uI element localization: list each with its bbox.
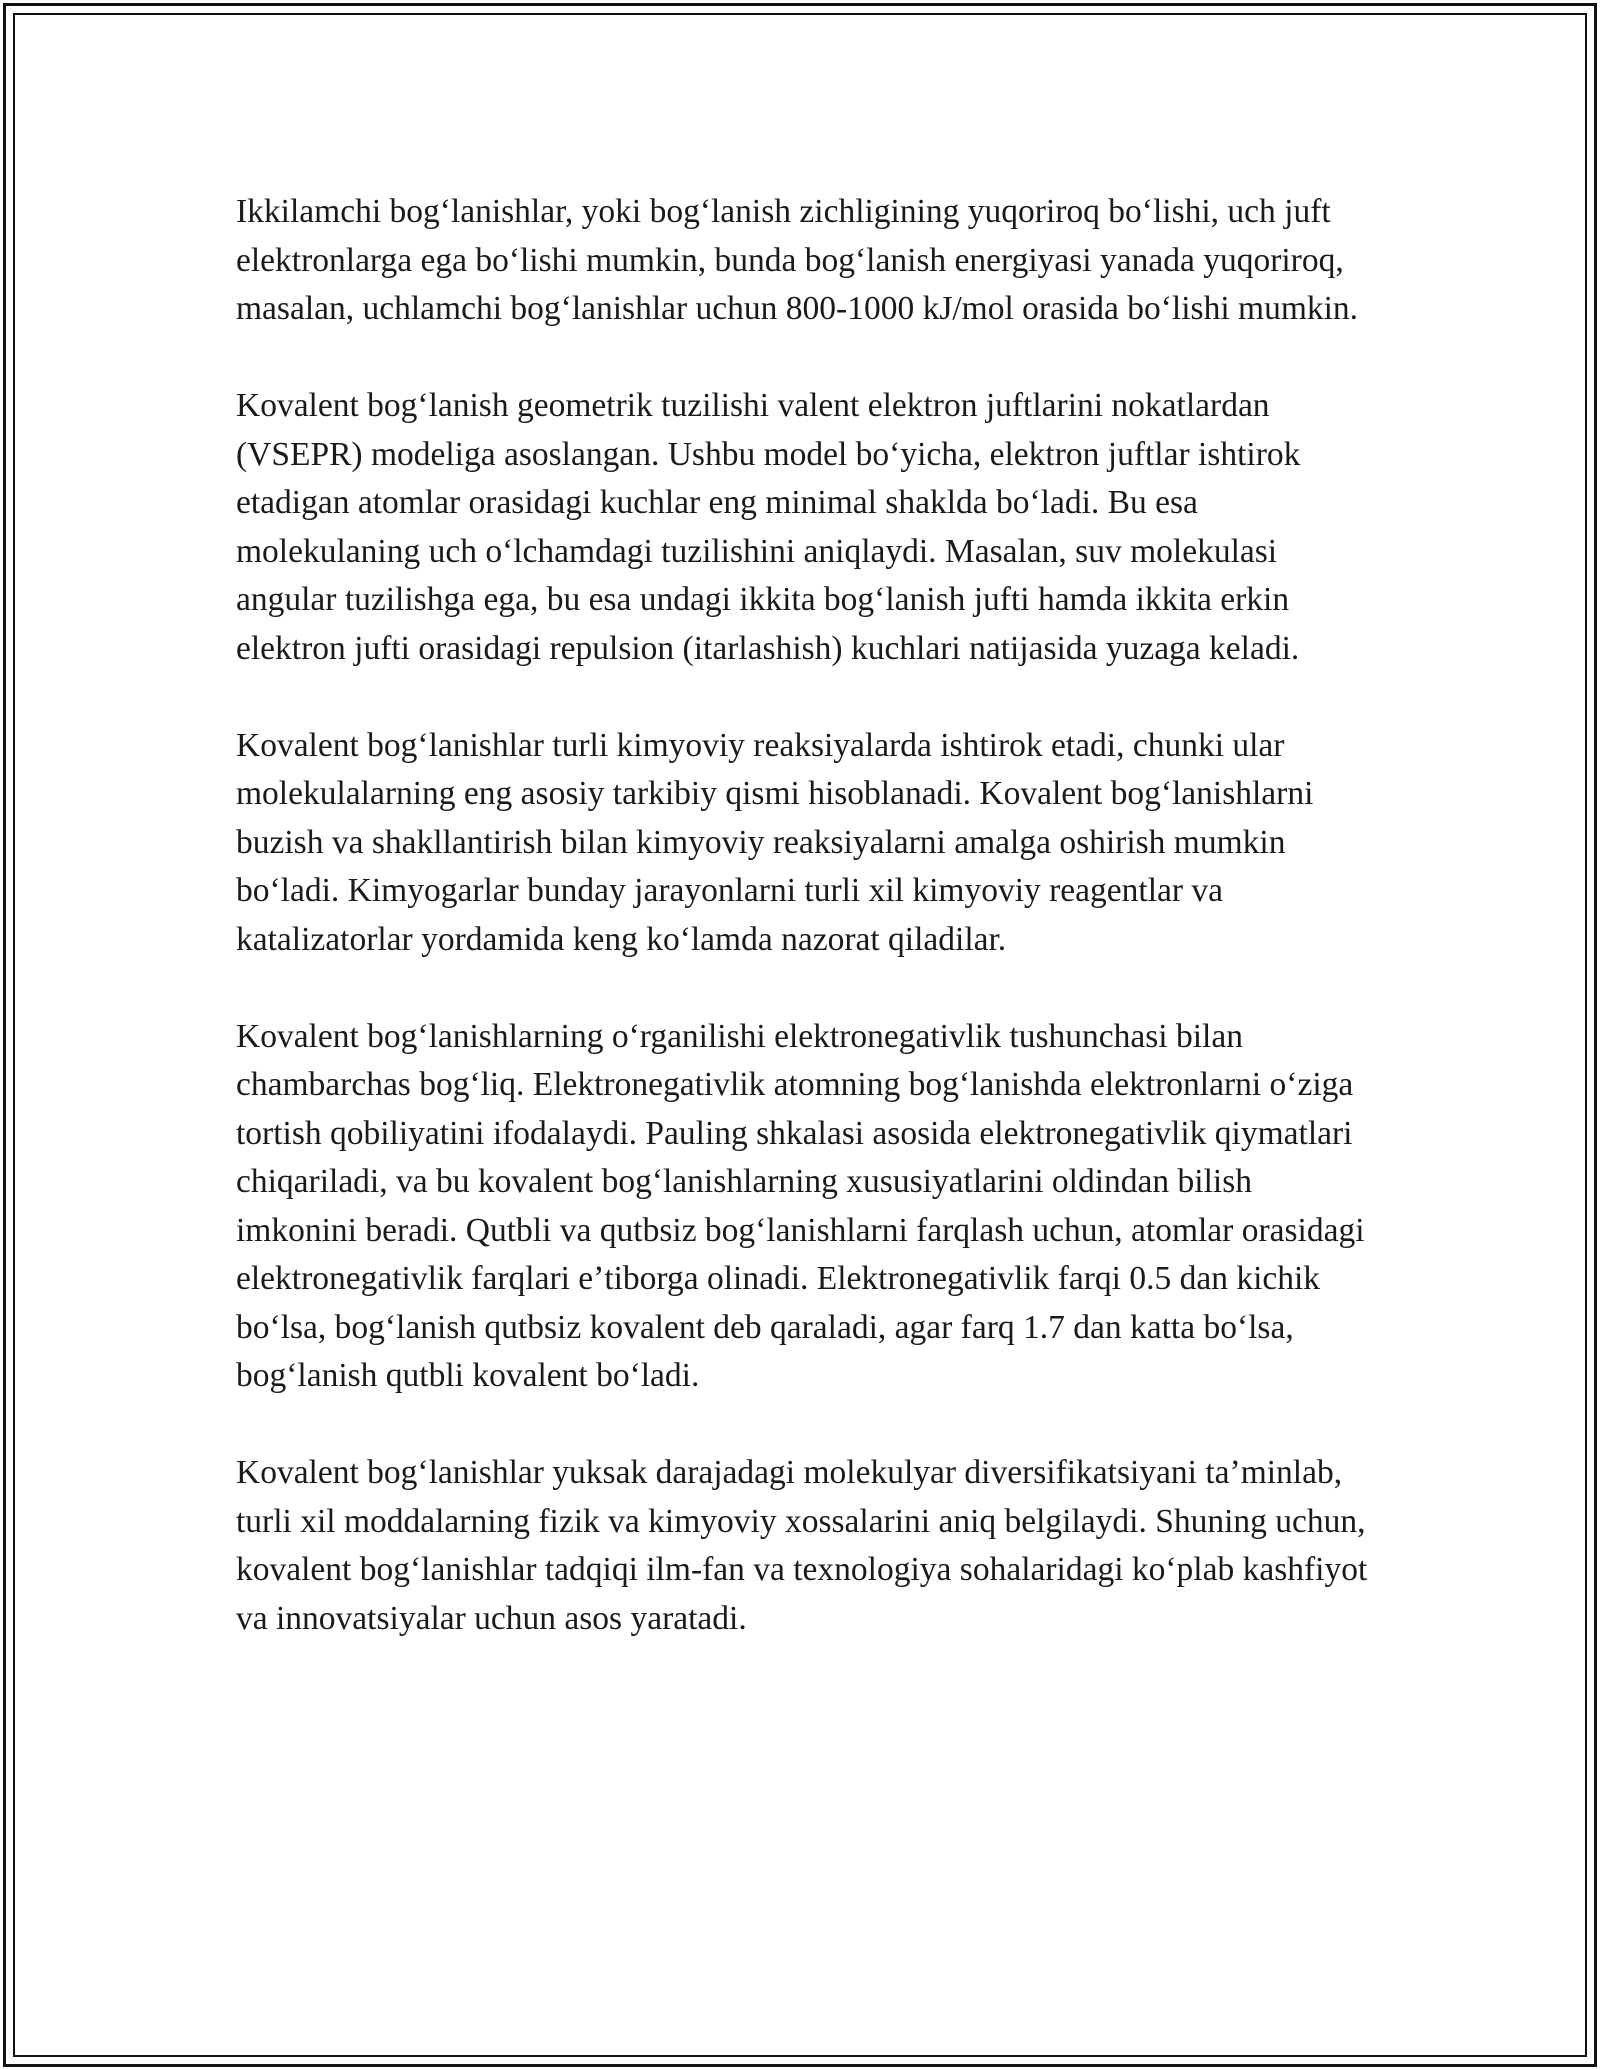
paragraph-chemical-reactions: Kovalent bogʻlanishlar turli kimyoviy reaksiyalarda ishtirok etadi, chunki ular molekulalarning eng asosiy tarkibiy qismi hisoblanadi. Kovalent bogʻlanishlarni buzish va shakllantirish bilan kimyoviy reaksiyalarni amalga oshirish mumkin boʻladi. Kimyogarlar bunday jarayonlarni turli xil kimyoviy reagentlar va katalizatorlar yordamida keng koʻlamda nazorat qiladilar. bbox=[236, 726, 1314, 958]
paragraph-electronegativity: Kovalent bogʻlanishlarning oʻrganilishi elektronegativlik tushunchasi bilan chambarchas bogʻliq. Elektronegativlik atomning bogʻlanishda elektronlarni oʻziga tortish qobiliyatini ifodalaydi. Pauling shkalasi asosida elektronegativlik qiymatlari chiqariladi, va bu kovalent bogʻlanishlarning xususiyatlarini oldindan bilish imkonini beradi. Qutbli va qutbsiz bogʻlanishlarni farqlash uchun, atomlar orasidagi elektronegativlik farqlari eʼtiborga olinadi. Elektronegativlik farqi 0.5 dan kichik boʻlsa, bogʻlanish qutbsiz kovalent deb qaraladi, agar farq 1.7 dan katta boʻlsa, bogʻlanish qutbli kovalent boʻladi. bbox=[236, 1017, 1365, 1394]
paragraph-triple-bonds: Ikkilamchi bogʻlanishlar, yoki bogʻlanish zichligining yuqoriroq boʻlishi, uch juft elektronlarga ega boʻlishi mumkin, bunda bogʻlanish energiyasi yanada yuqoriroq, masalan, uchlamchi bogʻlanishlar uchun 800-1000 kJ/mol orasida boʻlishi mumkin. bbox=[236, 193, 1359, 327]
paragraph-vsepr-geometry: Kovalent bogʻlanish geometrik tuzilishi valent elektron juftlarini nokatlardan (VSEPR) modeliga asoslangan. Ushbu model boʻyicha, elektron juftlar ishtirok etadigan atomlar orasidagi kuchlar eng minimal shaklda boʻladi. Bu esa molekulaning uch oʻlchamdagi tuzilishini aniqlaydi. Masalan, suv molekulasi angular tuzilishga ega, bu esa undagi ikkita bogʻlanish jufti hamda ikkita erkin elektron jufti orasidagi repulsion (itarlashish) kuchlari natijasida yuzaga keladi. bbox=[236, 387, 1301, 667]
document-body bbox=[236, 188, 1376, 1643]
paragraph-conclusion: Kovalent bogʻlanishlar yuksak darajadagi molekulyar diversifikatsiyani taʼminlab, turli xil moddalarning fizik va kimyoviy xossalarini aniq belgilaydi. Shuning uchun, kovalent bogʻlanishlar tadqiqi ilm-fan va texnologiya sohalaridagi koʻplab kashfiyot va innovatsiyalar uchun asos yaratadi. bbox=[236, 1454, 1368, 1637]
